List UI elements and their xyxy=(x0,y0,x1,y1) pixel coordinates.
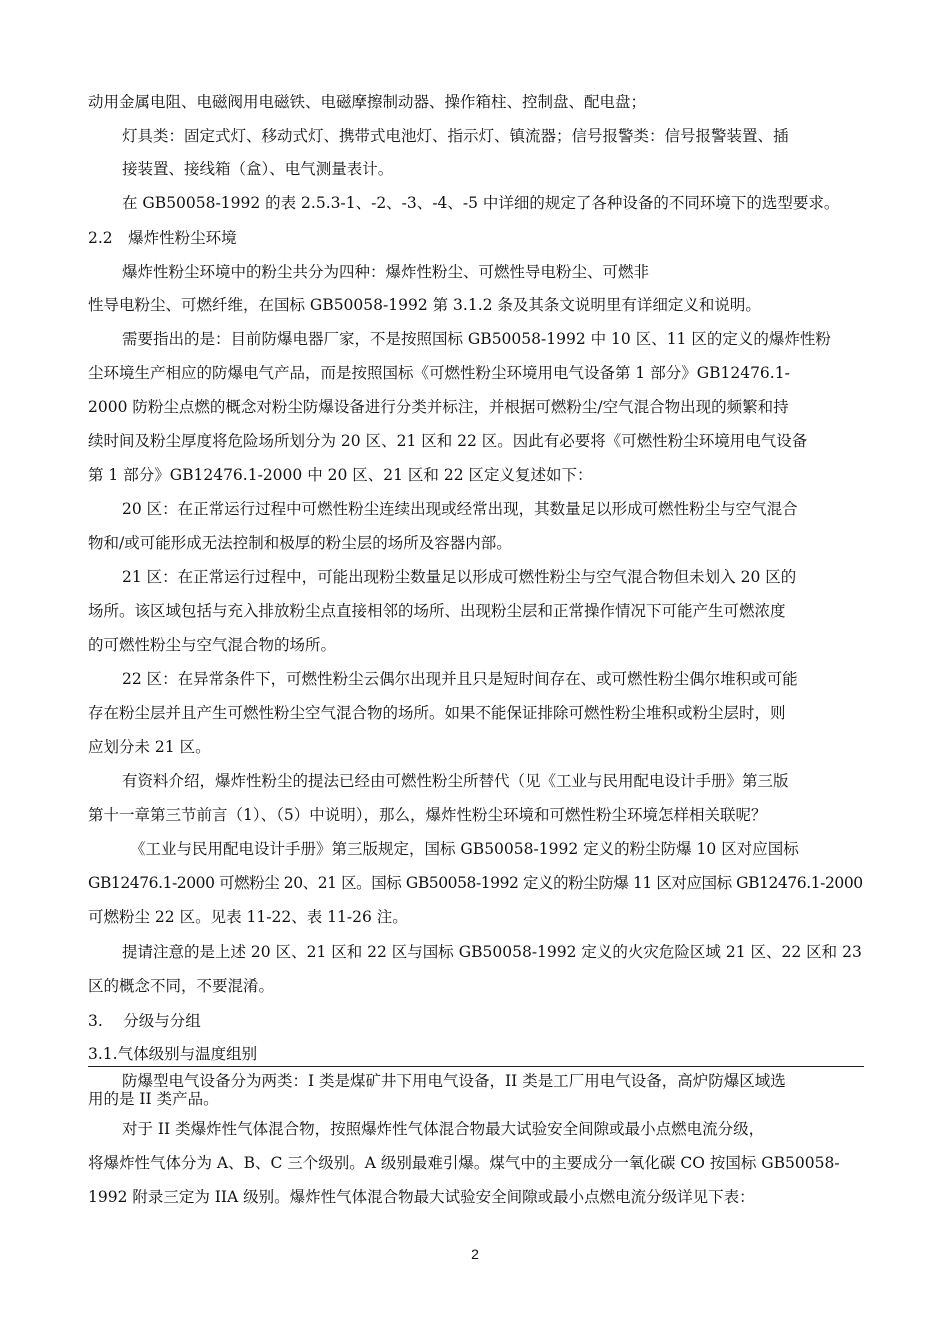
body-line: 续时间及粉尘厚度将危险场所划分为 20 区、21 区和 22 区。因此有必要将《可燃性粉尘环境用电气设备 xyxy=(88,432,808,450)
page-number: 2 xyxy=(471,1246,479,1262)
body-line: 有资料介绍，爆炸性粉尘的提法已经由可燃性粉尘所替代（见《工业与民用配电设计手册》第三版 xyxy=(122,772,789,790)
body-line: 在 GB50058-1992 的表 2.5.3-1、-2、-3、-4、-5 中详细的规定了各种设备的不同环境下的选型要求。 xyxy=(122,194,840,212)
section-heading: 2.2 爆炸性粉尘环境 xyxy=(88,229,237,247)
body-line: 性导电粉尘、可燃纤维，在国标 GB50058-1992 第 3.1.2 条及其条文说明里有详细定义和说明。 xyxy=(88,296,761,314)
body-line: 爆炸性粉尘环境中的粉尘共分为四种：爆炸性粉尘、可燃性导电粉尘、可燃非 xyxy=(122,263,650,281)
body-line: 用的是 II 类产品。 xyxy=(88,1090,219,1108)
body-line: 2000 防粉尘点燃的概念对粉尘防爆设备进行分类并标注，并根据可燃粉尘/空气混合物出现的频繁和持 xyxy=(88,398,789,416)
body-line: 尘环境生产相应的防爆电气产品，而是按照国标《可燃性粉尘环境用电气设备第 1 部分》GB12476.1- xyxy=(88,364,790,382)
body-line: 可燃粉尘 22 区。见表 11-22、表 11-26 注。 xyxy=(88,908,408,926)
body-line: 第 1 部分》GB12476.1-2000 中 20 区、21 区和 22 区定义复述如下： xyxy=(88,466,593,484)
body-line: 1992 附录三定为 IIA 级别。爆炸性气体混合物最大试验安全间隙或最小点燃电流分级详见下表： xyxy=(88,1188,755,1206)
body-line: 区的概念不同，不要混淆。 xyxy=(88,977,275,995)
body-line: 物和/或可能形成无法控制和极厚的粉尘层的场所及容器内部。 xyxy=(88,534,512,552)
body-line: 的可燃性粉尘与空气混合物的场所。 xyxy=(88,636,337,654)
body-line: 存在粉尘层并且产生可燃性粉尘空气混合物的场所。如果不能保证排除可燃性粉尘堆积或粉尘层时，则 xyxy=(88,704,786,722)
body-line: 提请注意的是上述 20 区、21 区和 22 区与国标 GB50058-1992 定义的火灾危险区域 21 区、22 区和 23 xyxy=(122,943,862,961)
body-line: 场所。该区域包括与充入排放粉尘点直接相邻的场所、出现粉尘层和正常操作情况下可能产生可燃浓度 xyxy=(88,602,786,620)
heading-underline xyxy=(88,1066,864,1067)
section-heading: 3. 分级与分组 xyxy=(88,1012,201,1030)
body-line: 将爆炸性气体分为 A、B、C 三个级别。A 级别最难引爆。煤气中的主要成分一氧化碳 CO 按国标 GB50058- xyxy=(88,1154,840,1172)
body-line: 需要指出的是：目前防爆电器厂家，不是按照国标 GB50058-1992 中 10 区、11 区的定义的爆炸性粉 xyxy=(122,330,831,348)
body-line: 接装置、接线箱（盒）、电气测量表计。 xyxy=(122,160,394,178)
body-line: 动用金属电阻、电磁阀用电磁铁、电磁摩擦制动器、操作箱柱、控制盘、配电盘； xyxy=(88,93,647,111)
body-line: 21 区：在正常运行过程中，可能出现粉尘数量足以形成可燃性粉尘与空气混合物但未划入 20 区的 xyxy=(122,568,797,586)
body-line: 对于 II 类爆炸性气体混合物，按照爆炸性气体混合物最大试验安全间隙或最小点燃电流分级， xyxy=(122,1120,765,1138)
body-line: 第十一章第三节前言（1）、（5）中说明），那么，爆炸性粉尘环境和可燃性粉尘环境怎样相关联呢？ xyxy=(88,806,767,824)
body-line: GB12476.1-2000 可燃粉尘 20、21 区。国标 GB50058-1992 定义的粉尘防爆 11 区对应国标 GB12476.1-2000 xyxy=(88,874,863,892)
body-line: 20 区：在正常运行过程中可燃性粉尘连续出现或经常出现，其数量足以形成可燃性粉尘与空气混合 xyxy=(122,500,798,518)
body-line: 防爆型电气设备分为两类：I 类是煤矿井下用电气设备，II 类是工厂用电气设备，高炉防爆区域选 xyxy=(122,1072,786,1090)
body-line: 《工业与民用配电设计手册》第三版规定，国标 GB50058-1992 定义的粉尘防爆 10 区对应国标 xyxy=(130,840,799,858)
body-line: 22 区：在异常条件下，可燃性粉尘云偶尔出现并且只是短时间存在、或可燃性粉尘偶尔堆积或可能 xyxy=(122,670,798,688)
subsection-heading: 3.1.气体级别与温度组别 xyxy=(88,1045,258,1063)
body-line: 灯具类：固定式灯、移动式灯、携带式电池灯、指示灯、镇流器；信号报警类：信号报警装置、插 xyxy=(122,127,789,145)
body-line: 应划分未 21 区。 xyxy=(88,738,211,756)
